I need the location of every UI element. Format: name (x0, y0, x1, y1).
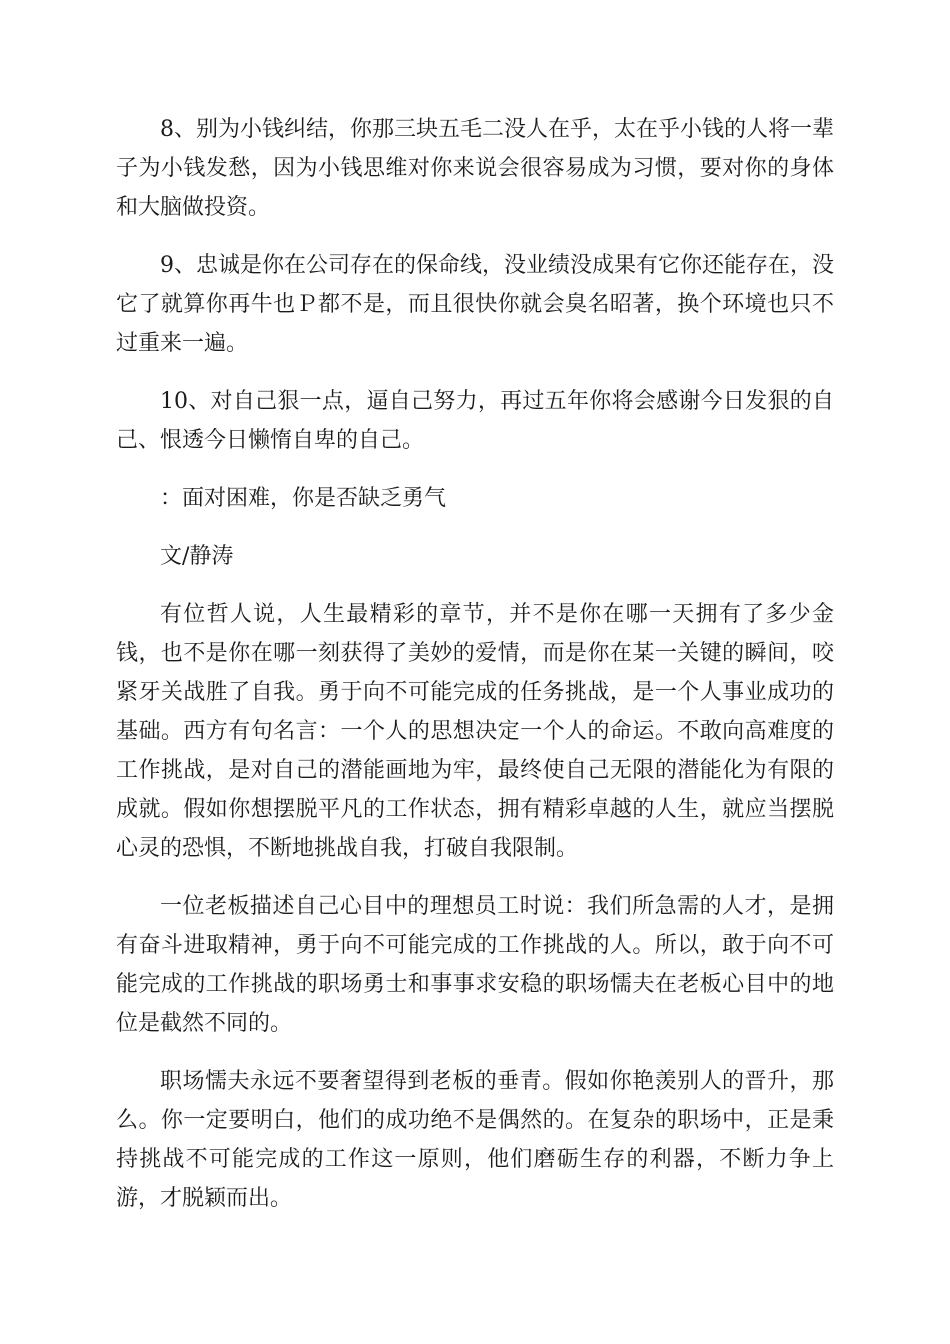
body-paragraph: 职场懦夫永远不要奢望得到老板的垂青。假如你艳羡别人的晋升，那么。你一定要明白，他们的成功绝不是偶然的。在复杂的职场中，正是秉持挑战不可能完成的工作这一原则，他们磨砺生存的利器，不断力争上游，才脱颖而出。 (116, 1069, 834, 1211)
paragraph-10: 10、对自己狠一点，逼自己努力，再过五年你将会感谢今日发狠的自己、恨透今日懒惰自卑的自己。 (116, 389, 834, 453)
section-heading: ：面对困难，你是否缺乏勇气 (160, 486, 447, 511)
author-line: 文/静涛 (160, 544, 234, 569)
document-body (116, 110, 834, 1237)
paragraph-9: 9、忠诚是你在公司存在的保命线，没业绩没成果有它你还能存在，没它了就算你再牛也Ｐ都不是，而且很快你就会臭名昭著，换个环境也只不过重来一遍。 (116, 253, 834, 356)
body-paragraph: 有位哲人说，人生最精彩的章节，并不是你在哪一天拥有了多少金钱，也不是你在哪一刻获得了美妙的爱情，而是你在某一关键的瞬间，咬紧牙关战胜了自我。勇于向不可能完成的任务挑战，是一个人事业成功的基础。西方有句名言：一个人的思想决定一个人的命运。不敢向高难度的工作挑战，是对自己的潜能画地为牢，最终使自己无限的潜能化为有限的成就。假如你想摆脱平凡的工作状态，拥有精彩卓越的人生，就应当摆脱心灵的恐惧，不断地挑战自我，打破自我限制。 (116, 602, 834, 861)
paragraph-8: 8、别为小钱纠结，你那三块五毛二没人在乎，太在乎小钱的人将一辈子为小钱发愁，因为小钱思维对你来说会很容易成为习惯，要对你的身体和大脑做投资。 (116, 117, 834, 220)
body-paragraph: 一位老板描述自己心目中的理想员工时说：我们所急需的人才，是拥有奋斗进取精神，勇于向不可能完成的工作挑战的人。所以，敢于向不可能完成的工作挑战的职场勇士和事事求安稳的职场懦夫在老板心目中的地位是截然不同的。 (116, 894, 834, 1036)
